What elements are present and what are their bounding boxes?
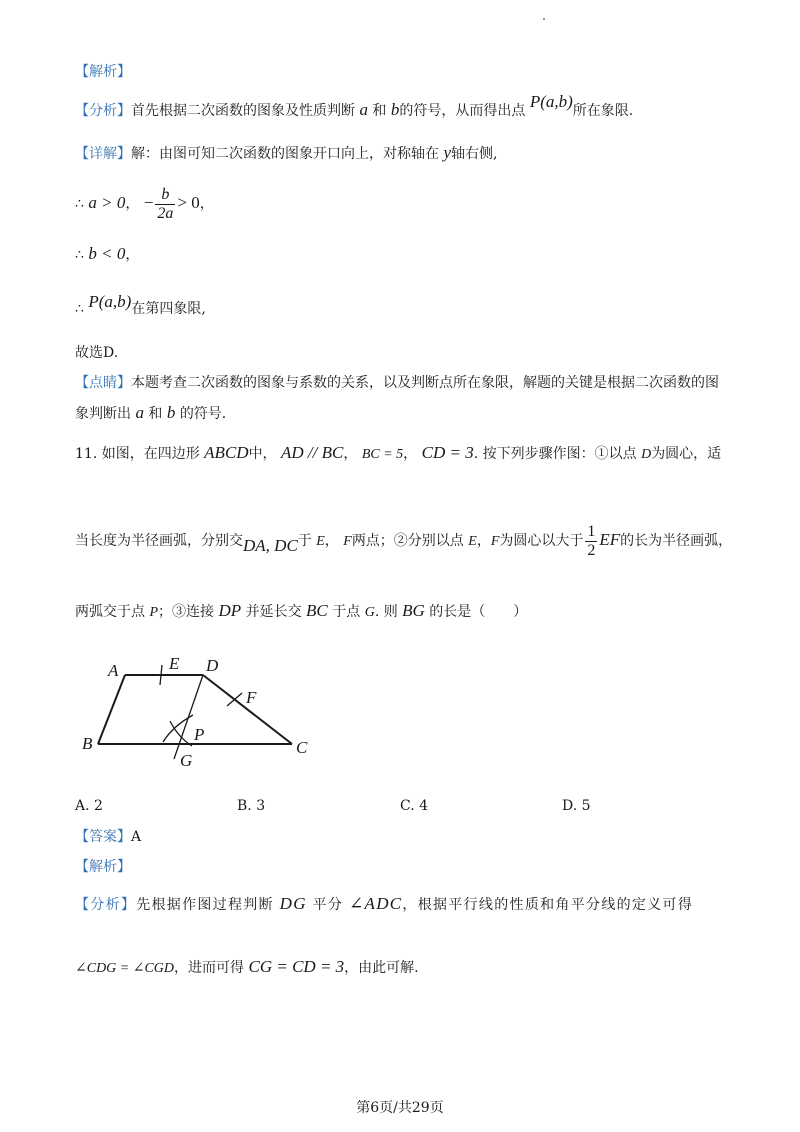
answer-line: 【答案】A bbox=[75, 829, 142, 845]
arc-p-2 bbox=[170, 721, 192, 746]
arc-p-1 bbox=[163, 715, 193, 742]
option-c: C. 4 bbox=[400, 798, 429, 814]
segment-ab bbox=[98, 675, 125, 744]
label-c: C bbox=[296, 738, 308, 757]
detail-paragraph: 【详解】解：由图可知二次函数的图象开口向上，对称轴在 y轴右侧, bbox=[75, 143, 498, 162]
solution-heading: 【解析】 bbox=[75, 859, 131, 875]
label-g: G bbox=[180, 751, 193, 770]
key-point-line2: 象判断出 a 和 b 的符号. bbox=[75, 403, 227, 422]
label-a: A bbox=[108, 661, 119, 680]
solution-analysis-line2: ∠CDG = ∠CGD，进而可得 CG = CD = 3，由此可解. bbox=[75, 957, 419, 976]
choice-d-line: 故选D. bbox=[75, 345, 119, 361]
analysis-heading: 【解析】 bbox=[75, 64, 131, 80]
question-11-line2: 当长度为半径画弧，分别交DA, DC于 E， F两点；②分别以点 E，F为圆心以大于 $\frac{1}{2}$ EF的长为半径画弧， bbox=[75, 522, 733, 559]
label-b: B bbox=[82, 734, 93, 753]
label-f: F bbox=[246, 688, 257, 707]
step-b-negative: ∴ b < 0， bbox=[75, 244, 140, 263]
question-11-line1: 11. 如图，在四边形 ABCD中， AD // BC， BC = 5， CD = 3. 按下列步骤作图：①以点 D为圆心，适 bbox=[75, 443, 722, 462]
option-a: A. 2 bbox=[75, 798, 103, 814]
option-d: D. 5 bbox=[562, 798, 591, 814]
question-11-line3: 两弧交于点 P；③连接 DP 并延长交 BC 于点 G. 则 BG 的长是（ ） bbox=[75, 601, 528, 620]
label-e: E bbox=[169, 654, 180, 673]
step-quadrant: ∴ P(a,b)在第四象限, bbox=[75, 292, 206, 317]
analysis-paragraph: 【分析】首先根据二次函数的图象及性质判断 a 和 b的符号，从而得出点 P(a,b)所在象限. bbox=[75, 92, 634, 119]
page-footer: 第6页/共29页 bbox=[356, 1100, 444, 1116]
fraction-b-over-2a: $\frac{b}{2a}$ bbox=[157, 185, 174, 222]
fraction-one-half: $\frac{1}{2}$ bbox=[587, 522, 596, 559]
option-b: B. 3 bbox=[237, 798, 266, 814]
key-point-line1: 【点睛】本题考查二次函数的图象与系数的关系，以及判断点所在象限，解题的关键是根据二次函数的图 bbox=[75, 375, 719, 391]
step-a-positive: ∴ a > 0， − $\frac{b}{2a}$ > 0， bbox=[75, 185, 214, 222]
label-p: P bbox=[194, 725, 205, 744]
scan-dot bbox=[543, 18, 545, 20]
solution-analysis-line1: 【分析】先根据作图过程判断 DG 平分 ∠ADC，根据平行线的性质和角平分线的定义可得 bbox=[75, 894, 694, 913]
segment-dc bbox=[203, 675, 292, 744]
label-d: D bbox=[206, 656, 219, 675]
geometry-figure bbox=[70, 645, 330, 775]
